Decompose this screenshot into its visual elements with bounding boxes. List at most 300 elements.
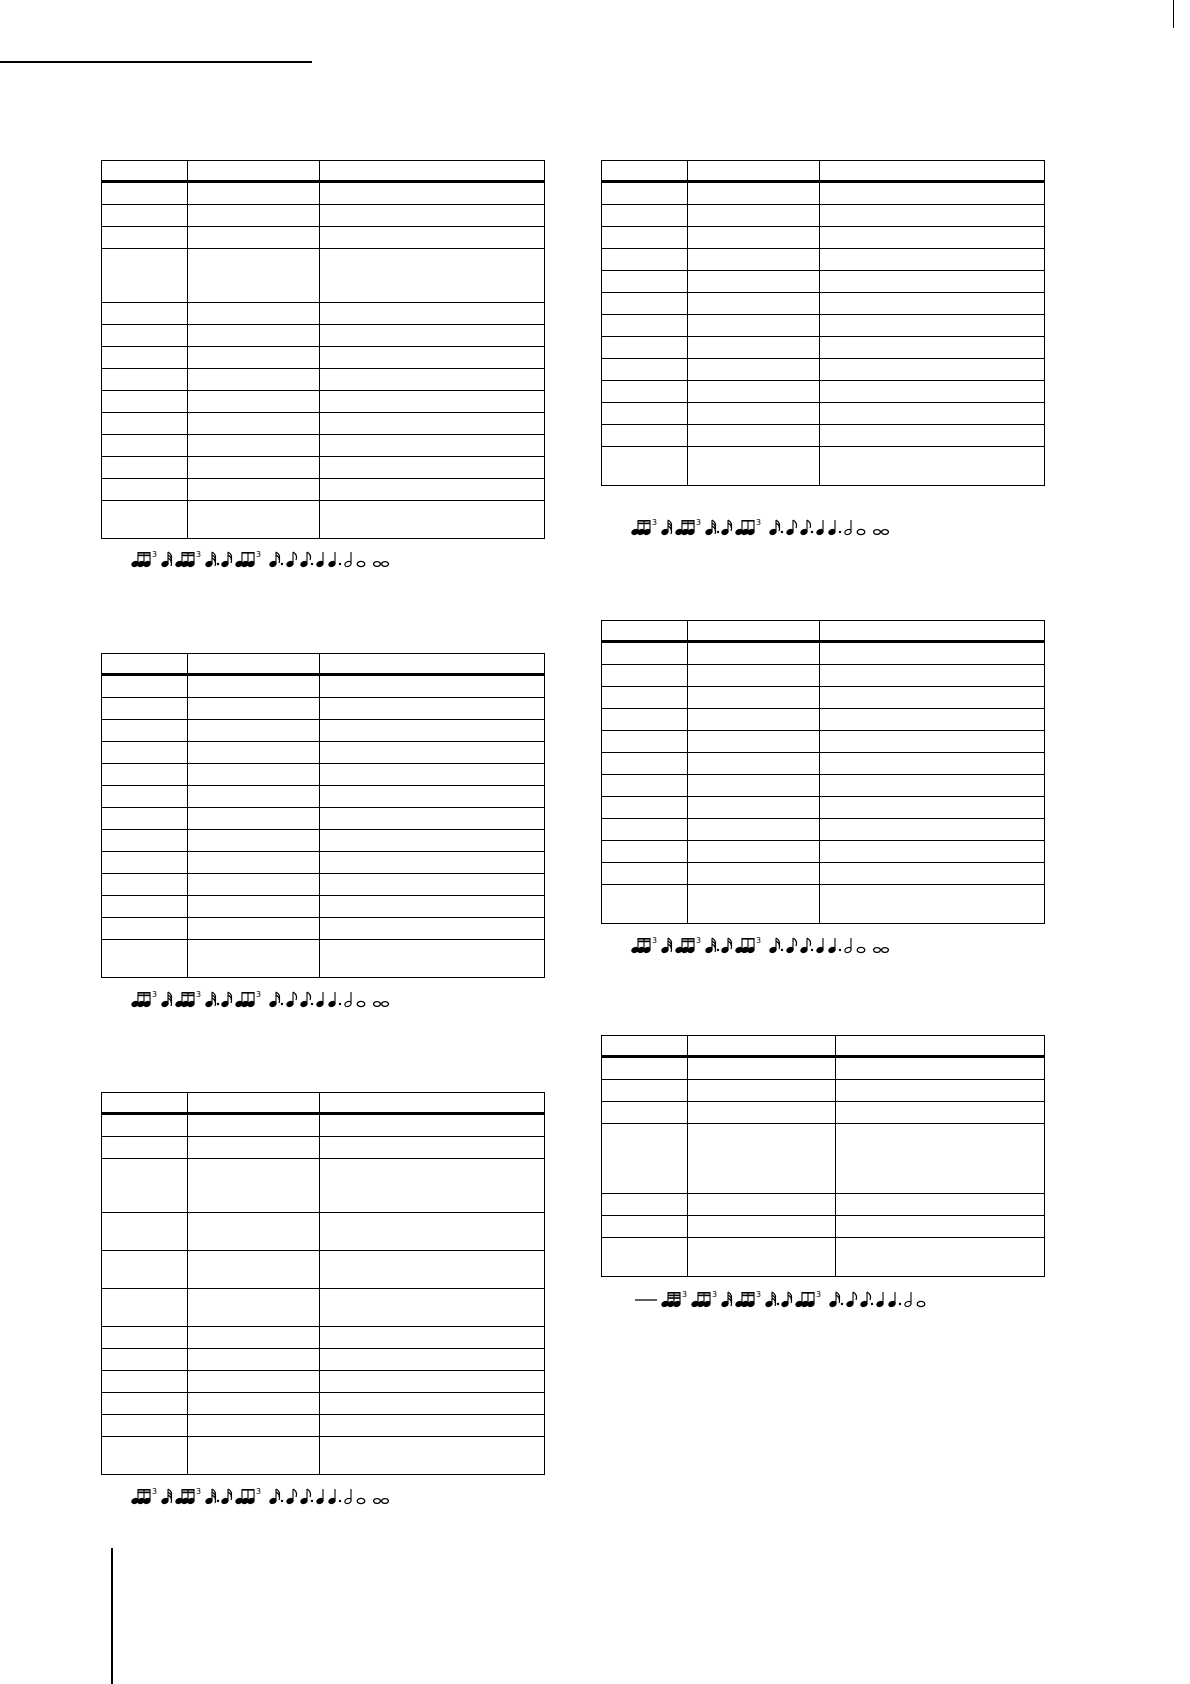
table-cell xyxy=(320,1327,544,1348)
table-cell xyxy=(188,1289,320,1326)
half-note-icon xyxy=(904,1292,912,1308)
parameter-table-left-1 xyxy=(101,160,545,539)
table-cell xyxy=(688,403,820,424)
svg-text:3: 3 xyxy=(152,1487,158,1496)
table-row xyxy=(602,885,1044,923)
table-cell xyxy=(602,665,688,686)
table-cell xyxy=(602,1080,688,1101)
dotted-sixteenth-note-icon xyxy=(829,1292,843,1308)
table-cell xyxy=(102,896,188,917)
table-cell xyxy=(188,1327,320,1348)
table-row xyxy=(102,720,544,742)
table-cell xyxy=(188,1437,320,1474)
table-row xyxy=(102,1213,544,1251)
table-row xyxy=(602,819,1044,841)
dotted-quarter-note-icon xyxy=(328,1489,341,1505)
table-cell xyxy=(188,940,320,977)
table-row xyxy=(602,447,1044,485)
table-cell xyxy=(688,1102,836,1123)
table-row xyxy=(102,1393,544,1415)
dotted-quarter-note-icon xyxy=(828,520,841,536)
table-cell xyxy=(820,687,1044,708)
sixteenth-triplet-note-icon xyxy=(735,1290,761,1308)
sixteenth-triplet-note-icon xyxy=(131,990,157,1008)
sixteenth-note-icon xyxy=(721,520,732,536)
table-cell xyxy=(320,1093,544,1112)
table-cell xyxy=(602,753,688,774)
table-cell xyxy=(102,249,188,302)
table-row xyxy=(602,687,1044,709)
table-row xyxy=(602,337,1044,359)
table-row xyxy=(602,425,1044,447)
table-cell xyxy=(688,1036,836,1055)
parameter-table-left-3 xyxy=(101,1092,545,1475)
half-note-icon xyxy=(844,520,852,536)
dotted-eighth-note-icon xyxy=(300,1489,313,1505)
table-cell xyxy=(188,654,320,673)
table-cell xyxy=(188,1393,320,1414)
table-cell xyxy=(188,1371,320,1392)
double-whole-note-icon xyxy=(374,562,389,567)
table-cell xyxy=(188,249,320,302)
table-cell xyxy=(688,687,820,708)
table-cell xyxy=(820,731,1044,752)
table-cell xyxy=(602,425,688,446)
table-cell xyxy=(836,1102,1044,1123)
table-row xyxy=(102,1371,544,1393)
sixteenth-triplet-note-icon xyxy=(175,550,201,568)
table-cell xyxy=(688,249,820,270)
svg-text:3: 3 xyxy=(682,1290,688,1299)
table-cell xyxy=(820,205,1044,226)
double-whole-note-icon xyxy=(374,1002,389,1007)
table-row xyxy=(602,1238,1044,1276)
table-cell xyxy=(188,227,320,248)
sixteenth-triplet-note-icon xyxy=(631,936,657,954)
table-cell xyxy=(820,819,1044,840)
table-cell xyxy=(602,775,688,796)
table-cell xyxy=(320,896,544,917)
dotted-thirty-second-note-icon xyxy=(205,552,219,568)
table-cell xyxy=(102,742,188,763)
table-cell xyxy=(688,753,820,774)
thirty-second-note-icon xyxy=(161,552,172,568)
table-cell xyxy=(102,347,188,368)
table-row xyxy=(102,940,544,977)
table-row xyxy=(602,271,1044,293)
sixteenth-triplet-note-icon xyxy=(131,1487,157,1505)
table-cell xyxy=(188,1251,320,1288)
table-row xyxy=(102,1327,544,1349)
parameter-table-right-2 xyxy=(601,620,1045,924)
table-cell xyxy=(688,797,820,818)
sixteenth-triplet-note-icon xyxy=(691,1290,717,1308)
table-cell xyxy=(102,874,188,895)
note-legend-left-1 xyxy=(131,548,471,570)
table-row xyxy=(602,293,1044,315)
table-cell xyxy=(102,1437,188,1474)
dotted-quarter-note-icon xyxy=(328,992,341,1008)
table-cell xyxy=(102,1371,188,1392)
table-cell xyxy=(102,501,188,538)
table-row xyxy=(602,1102,1044,1124)
table-header-row xyxy=(602,161,1044,183)
table-row xyxy=(102,205,544,227)
table-row xyxy=(602,1058,1044,1080)
table-cell xyxy=(102,161,188,180)
table-cell xyxy=(602,183,688,204)
table-row xyxy=(102,1159,544,1213)
eighth-triplet-note-icon xyxy=(735,936,761,954)
table-cell xyxy=(688,447,820,485)
table-cell xyxy=(688,1216,836,1237)
sixteenth-triplet-note-icon xyxy=(631,518,657,536)
dotted-eighth-note-icon xyxy=(300,992,313,1008)
table-cell xyxy=(602,643,688,664)
thirty-second-triplet-note-icon xyxy=(661,1290,687,1308)
table-row xyxy=(102,698,544,720)
table-row xyxy=(102,874,544,896)
svg-text:3: 3 xyxy=(196,1487,202,1496)
table-row xyxy=(602,643,1044,665)
table-cell xyxy=(320,830,544,851)
svg-text:3: 3 xyxy=(696,518,702,527)
dotted-eighth-note-icon xyxy=(800,520,813,536)
dotted-sixteenth-note-icon xyxy=(269,992,283,1008)
svg-text:3: 3 xyxy=(756,518,762,527)
dotted-thirty-second-note-icon xyxy=(705,520,719,536)
table-cell xyxy=(688,337,820,358)
svg-text:3: 3 xyxy=(196,990,202,999)
table-cell xyxy=(102,1115,188,1136)
table-cell xyxy=(102,369,188,390)
sixteenth-note-icon xyxy=(221,552,232,568)
table-cell xyxy=(320,720,544,741)
table-row xyxy=(602,797,1044,819)
table-cell xyxy=(820,227,1044,248)
table-cell xyxy=(188,303,320,324)
table-cell xyxy=(602,249,688,270)
note-legend-right-1 xyxy=(631,516,971,538)
table-cell xyxy=(102,435,188,456)
table-cell xyxy=(602,1216,688,1237)
table-cell xyxy=(602,381,688,402)
table-cell xyxy=(602,359,688,380)
eighth-note-icon xyxy=(786,520,797,536)
dotted-quarter-note-icon xyxy=(828,938,841,954)
note-legend-left-3 xyxy=(131,1485,471,1507)
table-cell xyxy=(688,315,820,336)
table-row xyxy=(102,676,544,698)
table-cell xyxy=(320,1251,544,1288)
table-cell xyxy=(102,1327,188,1348)
table-cell xyxy=(602,1124,688,1193)
table-cell xyxy=(820,183,1044,204)
table-row xyxy=(102,227,544,249)
table-row xyxy=(102,1415,544,1437)
parameter-table-left-2 xyxy=(101,653,545,978)
eighth-note-icon xyxy=(786,938,797,954)
table-row xyxy=(602,1216,1044,1238)
dotted-sixteenth-note-icon xyxy=(269,552,283,568)
table-cell xyxy=(602,819,688,840)
table-row xyxy=(102,896,544,918)
table-cell xyxy=(188,808,320,829)
table-cell xyxy=(320,808,544,829)
table-row xyxy=(602,731,1044,753)
table-cell xyxy=(102,698,188,719)
table-cell xyxy=(102,852,188,873)
sixteenth-triplet-note-icon xyxy=(131,550,157,568)
table-row xyxy=(602,403,1044,425)
table-cell xyxy=(602,1036,688,1055)
table-cell xyxy=(102,303,188,324)
table-cell xyxy=(820,775,1044,796)
table-cell xyxy=(688,863,820,884)
table-cell xyxy=(820,841,1044,862)
table-cell xyxy=(320,1159,544,1212)
table-cell xyxy=(188,347,320,368)
table-cell xyxy=(602,709,688,730)
table-cell xyxy=(820,665,1044,686)
table-cell xyxy=(602,863,688,884)
table-row xyxy=(602,205,1044,227)
parameter-table-right-3 xyxy=(601,1035,1045,1277)
table-cell xyxy=(602,1058,688,1079)
table-cell xyxy=(188,896,320,917)
eighth-note-icon xyxy=(286,552,297,568)
table-cell xyxy=(102,830,188,851)
sixteenth-triplet-note-icon xyxy=(675,936,701,954)
table-cell xyxy=(320,874,544,895)
table-cell xyxy=(688,775,820,796)
table-row xyxy=(602,227,1044,249)
table-row xyxy=(102,1115,544,1137)
table-row xyxy=(102,325,544,347)
table-row xyxy=(102,1251,544,1289)
table-cell xyxy=(820,797,1044,818)
table-row xyxy=(102,852,544,874)
table-row xyxy=(102,303,544,325)
table-cell xyxy=(320,940,544,977)
table-cell xyxy=(688,161,820,180)
table-row xyxy=(102,830,544,852)
table-cell xyxy=(102,1213,188,1250)
table-row xyxy=(102,808,544,830)
table-cell xyxy=(102,940,188,977)
table-cell xyxy=(602,621,688,640)
table-cell xyxy=(102,205,188,226)
svg-text:3: 3 xyxy=(756,1290,762,1299)
dotted-sixteenth-note-icon xyxy=(769,938,783,954)
table-row xyxy=(602,709,1044,731)
table-row xyxy=(102,457,544,479)
table-cell xyxy=(320,1137,544,1158)
table-cell xyxy=(188,874,320,895)
table-cell xyxy=(602,1102,688,1123)
table-cell xyxy=(102,1415,188,1436)
eighth-note-icon xyxy=(286,1489,297,1505)
table-cell xyxy=(320,1415,544,1436)
table-cell xyxy=(188,325,320,346)
table-cell xyxy=(320,676,544,697)
table-cell xyxy=(602,447,688,485)
table-cell xyxy=(820,425,1044,446)
table-row xyxy=(102,369,544,391)
table-cell xyxy=(836,1080,1044,1101)
table-cell xyxy=(102,1159,188,1212)
table-row xyxy=(602,863,1044,885)
table-cell xyxy=(320,205,544,226)
table-cell xyxy=(820,885,1044,923)
table-cell xyxy=(188,1093,320,1112)
table-cell xyxy=(102,391,188,412)
table-cell xyxy=(688,665,820,686)
table-row xyxy=(102,1437,544,1474)
table-cell xyxy=(188,501,320,538)
table-cell xyxy=(102,786,188,807)
dotted-thirty-second-note-icon xyxy=(205,992,219,1008)
table-cell xyxy=(102,227,188,248)
eighth-triplet-note-icon xyxy=(235,990,261,1008)
table-cell xyxy=(688,709,820,730)
sixteenth-triplet-note-icon xyxy=(175,990,201,1008)
table-cell xyxy=(820,337,1044,358)
table-cell xyxy=(820,643,1044,664)
table-cell xyxy=(320,852,544,873)
table-row xyxy=(102,1289,544,1327)
eighth-note-icon xyxy=(846,1292,857,1308)
table-cell xyxy=(820,315,1044,336)
svg-text:3: 3 xyxy=(256,550,262,559)
thirty-second-note-icon xyxy=(661,938,672,954)
table-cell xyxy=(102,1289,188,1326)
note-legend-right-3 xyxy=(631,1288,1031,1310)
table-cell xyxy=(320,698,544,719)
table-cell xyxy=(188,435,320,456)
table-cell xyxy=(102,413,188,434)
table-cell xyxy=(320,347,544,368)
quarter-note-icon xyxy=(316,1489,324,1505)
eighth-triplet-note-icon xyxy=(235,550,261,568)
table-cell xyxy=(602,797,688,818)
table-cell xyxy=(602,731,688,752)
table-cell xyxy=(688,227,820,248)
table-cell xyxy=(188,1137,320,1158)
svg-text:3: 3 xyxy=(652,936,658,945)
table-row xyxy=(602,775,1044,797)
table-cell xyxy=(102,676,188,697)
table-cell xyxy=(320,369,544,390)
table-cell xyxy=(188,413,320,434)
table-cell xyxy=(102,183,188,204)
table-header-row xyxy=(602,621,1044,643)
table-cell xyxy=(320,786,544,807)
table-header-row xyxy=(602,1036,1044,1058)
table-cell xyxy=(320,325,544,346)
table-cell xyxy=(320,161,544,180)
table-cell xyxy=(688,1058,836,1079)
table-cell xyxy=(188,720,320,741)
eighth-note-icon xyxy=(286,992,297,1008)
table-cell xyxy=(102,1137,188,1158)
table-cell xyxy=(320,1393,544,1414)
table-cell xyxy=(188,852,320,873)
table-row xyxy=(602,753,1044,775)
table-row xyxy=(602,665,1044,687)
half-note-icon xyxy=(844,938,852,954)
table-header-row xyxy=(102,1093,544,1115)
half-note-icon xyxy=(344,992,352,1008)
table-row xyxy=(102,764,544,786)
half-note-icon xyxy=(344,552,352,568)
svg-text:3: 3 xyxy=(652,518,658,527)
whole-note-icon xyxy=(857,529,865,534)
table-cell xyxy=(820,753,1044,774)
table-cell xyxy=(320,249,544,302)
thirty-second-note-icon xyxy=(161,1489,172,1505)
table-cell xyxy=(188,457,320,478)
table-cell xyxy=(820,249,1044,270)
table-cell xyxy=(320,227,544,248)
table-row xyxy=(602,315,1044,337)
table-cell xyxy=(102,1393,188,1414)
table-cell xyxy=(188,918,320,939)
sixteenth-note-icon xyxy=(221,992,232,1008)
table-cell xyxy=(836,1058,1044,1079)
table-row xyxy=(102,479,544,501)
table-cell xyxy=(602,271,688,292)
table-cell xyxy=(188,830,320,851)
table-header-row xyxy=(102,654,544,676)
table-cell xyxy=(820,359,1044,380)
table-cell xyxy=(602,161,688,180)
svg-text:3: 3 xyxy=(756,936,762,945)
table-cell xyxy=(188,742,320,763)
table-cell xyxy=(820,271,1044,292)
table-cell xyxy=(188,1349,320,1370)
table-cell xyxy=(320,1371,544,1392)
table-cell xyxy=(320,1349,544,1370)
table-row xyxy=(602,249,1044,271)
sixteenth-note-icon xyxy=(781,1292,792,1308)
double-whole-note-icon xyxy=(874,948,889,953)
table-cell xyxy=(688,271,820,292)
table-cell xyxy=(102,764,188,785)
table-cell xyxy=(320,1289,544,1326)
table-cell xyxy=(820,403,1044,424)
whole-note-icon xyxy=(357,1498,365,1503)
table-cell xyxy=(320,435,544,456)
table-cell xyxy=(320,479,544,500)
table-cell xyxy=(102,918,188,939)
table-cell xyxy=(602,403,688,424)
table-cell xyxy=(102,325,188,346)
parameter-table-right-1 xyxy=(601,160,1045,486)
quarter-note-icon xyxy=(876,1292,884,1308)
dotted-quarter-note-icon xyxy=(328,552,341,568)
table-cell xyxy=(688,381,820,402)
table-cell xyxy=(836,1216,1044,1237)
half-note-icon xyxy=(344,1489,352,1505)
table-header-row xyxy=(102,161,544,183)
svg-text:3: 3 xyxy=(256,990,262,999)
table-row xyxy=(102,1349,544,1371)
table-row xyxy=(602,183,1044,205)
table-cell xyxy=(688,1080,836,1101)
svg-text:3: 3 xyxy=(816,1290,822,1299)
table-cell xyxy=(602,227,688,248)
